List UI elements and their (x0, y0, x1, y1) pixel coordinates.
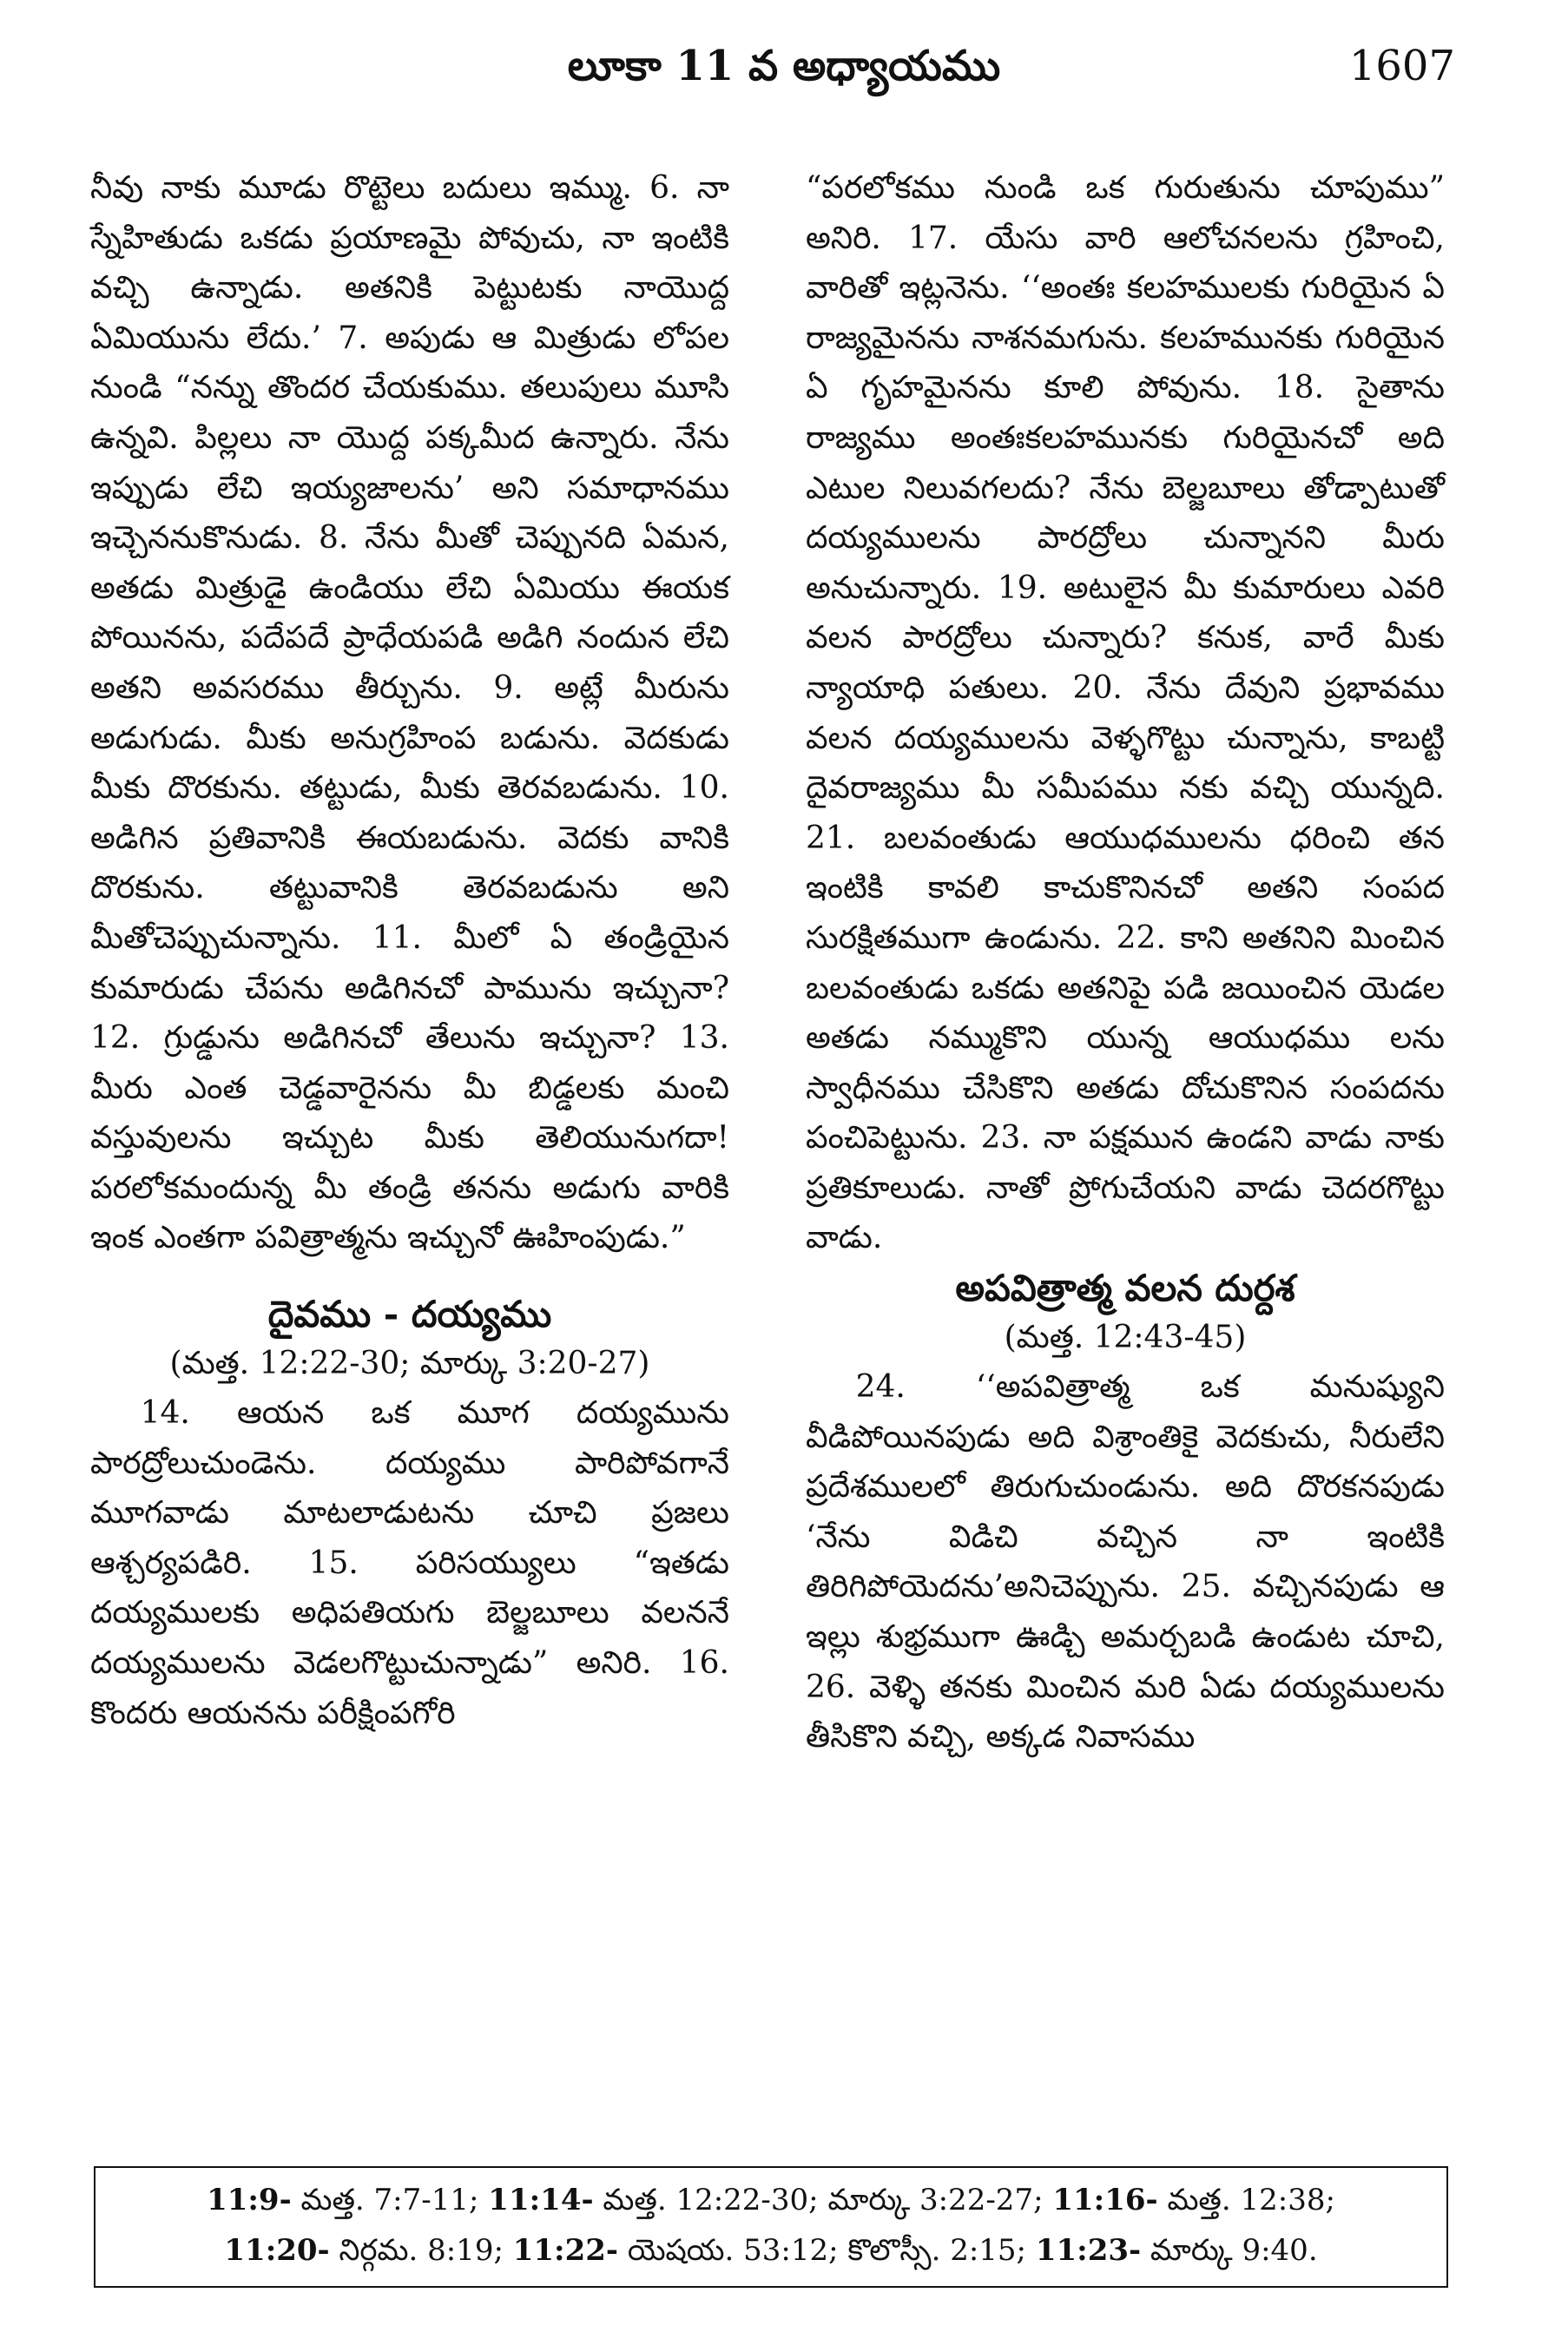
left-column (90, 163, 729, 1738)
page-number: 1607 (1348, 42, 1455, 90)
footnote-text: మత్త. 7:7-11; (291, 2183, 489, 2217)
body-paragraph: 14. ఆయన ఒక మూగ దయ్యమును పారద్రోలుచుండెను. దయ్యము పారిపోవగానే మూగవాడు మాటలాడుటను చూచి ప్రజలు ఆశ్చర్యపడిరి. 15. పరిసయ్యులు “ఇతడు దయ్యములకు అధిపతియగు బెల్జబూలు వలననే దయ్యములను వెడలగొట్టుచున్నాడు” అనిరి. 16. కొందరు ఆయనను పరీక్షింపగోరి (90, 1395, 729, 1731)
footnote-ref: 11:23- (1035, 2233, 1142, 2268)
footnote-text: మార్కు 9:40. (1141, 2233, 1318, 2268)
footnote-line (96, 2175, 1446, 2225)
section-heading: దైవము - దయ్యము (267, 1293, 552, 1336)
section-cross-reference: (మత్త. 12:22-30; మార్కు 3:20-27) (169, 1346, 650, 1382)
footnote-ref: 11:9- (207, 2183, 292, 2217)
body-paragraph: “పరలోకము నుండి ఒక గురుతును చూపుము” అనిరి. 17. యేసు వారి ఆలోచనలను గ్రహించి, వారితో ఇట్లనెను. ‘‘అంతః కలహములకు గురియైన ఏ రాజ్యమైనను నాశనమగును. కలహమునకు గురియైన ఏ గృహమైనను కూలి పోవును. 18. సైతాను రాజ్యము అంతఃకలహమునకు గురియైనచో అది ఎటుల నిలువగలదు? నేను బెల్జబూలు తోడ్పాటుతో దయ్యములను పారద్రోలు చున్నానని మీరు అనుచున్నారు. 19. అటులైన మీ కుమారులు ఎవరి వలన పారద్రోలు చున్నారు? కనుక, వారే మీకు న్యాయాధి పతులు. 20. నేను దేవుని ప్రభావము వలన దయ్యములను వెళ్ళగొట్టు చున్నాను, కాబట్టి దైవరాజ్యము మీ సమీపము నకు వచ్చి యున్నది. 21. బలవంతుడు ఆయుధములను ధరించి తన ఇంటికి కావలి కాచుకొనినచో అతని సంపద సురక్షితముగా ఉండును. 22. కాని అతనిని మించిన బలవంతుడు ఒకడు అతనిపై పడి జయించిన యెడల అతడు నమ్ముకొని యున్న ఆయుధము లను స్వాధీనము చేసికొని అతడు దోచుకొనిన సంపదను పంచిపెట్టును. 23. నా పక్షమున ఉండని వాడు నాకు ప్రతికూలుడు. నాతో ప్రోగుచేయని వాడు చెదరగొట్టు వాడు. (806, 170, 1445, 1256)
footnote-text: మత్త. 12:38; (1157, 2183, 1335, 2217)
footnote-box (94, 2166, 1448, 2288)
footnote-ref: 11:22- (512, 2233, 619, 2268)
body-paragraph: నీవు నాకు మూడు రొట్టెలు బదులు ఇమ్ము. 6. నా స్నేహితుడు ఒకడు ప్రయాణమై పోవుచు, నా ఇంటికి వచ్చి ఉన్నాడు. అతనికి పెట్టుటకు నాయొద్ద ఏమియును లేదు.’ 7. అపుడు ఆ మిత్రుడు లోపల నుండి “నన్ను తొందర చేయకుము. తలుపులు మూసి ఉన్నవి. పిల్లలు నా యొద్ద పక్కమీద ఉన్నారు. నేను ఇప్పుడు లేచి ఇయ్యజాలను’ అని సమాధానము ఇచ్చెననుకొనుడు. 8. నేను మీతో చెప్పునది ఏమన, అతడు మిత్రుడై ఉండియు లేచి ఏమియు ఈయక పోయినను, పదేపదే ప్రాధేయపడి అడిగి నందున లేచి అతని అవసరము తీర్చును. 9. అట్లే మీరును అడుగుడు. మీకు అనుగ్రహింప బడును. వెదకుడు మీకు దొరకును. తట్టుడు, మీకు తెరవబడును. 10. అడిగిన ప్రతివానికి ఈయబడును. వెదకు వానికి దొరకును. తట్టువానికి తెరవబడును అని మీతోచెప్పుచున్నాను. 11. మీలో ఏ తండ్రియైన కుమారుడు చేపను అడిగినచో పామును ఇచ్చునా? 12. గ్రుడ్డును అడిగినచో తేలును ఇచ్చునా? 13. మీరు ఎంత చెడ్డవారైనను మీ బిడ్డలకు మంచి వస్తువులను ఇచ్చుట మీకు తెలియునుగదా! పరలోకమందున్న మీ తండ్రి తనను అడుగు వారికి ఇంక ఎంతగా పవిత్రాత్మను ఇచ్చునో ఊహింపుడు.” (90, 170, 729, 1256)
footnote-text: యెషయ. 53:12; కొలొస్సీ. 2:15; (618, 2233, 1036, 2268)
section-heading: అపవిత్రాత్మ వలన దుర్దశ (955, 1267, 1295, 1310)
chapter-title: లూకా 11 వ అధ్యాయము (567, 42, 1001, 90)
footnote-text: మత్త. 12:22-30; మార్కు 3:22-27; (593, 2183, 1053, 2217)
footnote-line (96, 2225, 1446, 2276)
footnote-ref: 11:14- (488, 2183, 594, 2217)
right-column (806, 163, 1445, 1762)
footnote-text: నిర్గమ. 8:19; (329, 2233, 513, 2268)
footnote-ref: 11:20- (224, 2233, 330, 2268)
section-cross-reference: (మత్త. 12:43-45) (1004, 1320, 1247, 1356)
footnote-ref: 11:16- (1052, 2183, 1158, 2217)
body-paragraph: 24. ‘‘అపవిత్రాత్మ ఒక మనుష్యుని వీడిపోయినపుడు అది విశ్రాంతికై వెదకుచు, నీరులేని ప్రదేశములలో తిరుగుచుండును. అది దొరకనపుడు ‘నేను విడిచి వచ్చిన నా ఇంటికి తిరిగిపోయెదను’అనిచెప్పును. 25. వచ్చినపుడు ఆ ఇల్లు శుభ్రముగా ఊడ్చి అమర్చబడి ఉండుట చూచి, 26. వెళ్ళి తనకు మించిన మరి ఏడు దయ్యములను తీసికొని వచ్చి, అక్కడ నివాసము (806, 1369, 1445, 1756)
